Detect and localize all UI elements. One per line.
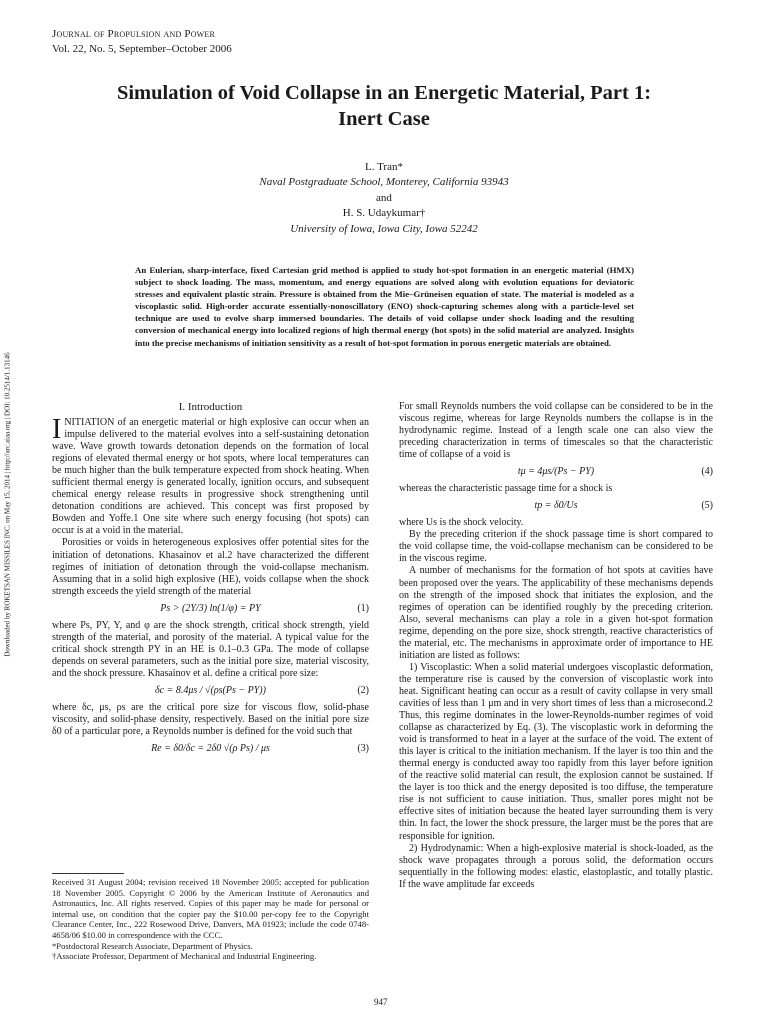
equation-4 (399, 461, 713, 483)
author-and: and (376, 191, 392, 204)
intro-paragraph-4: where δc, μs, ρs are the critical pore size for viscous flow, solid-phase viscosity, and solid-phase density, respectively. Based on the initial pore size δ0 of a particular pore, a Reynolds number is defined for the void such that (52, 701, 369, 738)
equation-4-body: tμ = 4μs/(Ps − PY) (517, 466, 595, 478)
intro-paragraph-3: where Ps, PY, Y, and φ are the shock strength, critical shock strength, yield strength of the material, and porosity of the material. A typical value for the critical shock strength PY in an HE is 0.1–0.3 GPa. The mode of collapse depends on several parameters, such as the initial pore size, material viscosity, and the shock pressure. Khasainov et al. define a critical pore size: (52, 619, 369, 679)
equation-2-body: δc = 8.4μs / √(ρs(Ps − PY)) (155, 684, 266, 696)
equation-2 (52, 680, 369, 702)
author-1: L. Tran* (365, 161, 403, 173)
intro-paragraph-1: NITIATION of an energetic material or high explosive can occur when an impulse delivered to the material evolves into a self-sustaining detonation wave. Wave growth towards detonation depends on the formation of local regions of elevated thermal energy or hot spots, where local temperatures can be much higher than the bulk temperature expected from shock heating. When sufficient thermal energy is generated locally, ignition occurs, and subsequent chemical energy release results in progressive shock strengthening until detonation conditions are achieved. This concept was first proposed by Bowden and Yoffe.1 One site where such energy focusing (hot spots) can occur is at a void in the material. (52, 417, 369, 537)
equation-4-number: (4) (701, 466, 713, 478)
author-block (40, 160, 728, 237)
section-heading: I. Introduction (178, 401, 243, 413)
drop-cap: I (52, 414, 62, 445)
body-paragraph-2: whereas the characteristic passage time for a shock is (399, 483, 613, 495)
journal-name: Journal of Propulsion and Power (52, 28, 216, 40)
paper-title (40, 80, 728, 132)
title-line-2: Inert Case (338, 108, 430, 130)
page-number: 947 (374, 997, 388, 1007)
intro-paragraph-2: Porosities or voids in heterogeneous explosives offer potential sites for the initiation of detonations. Khasainov et al.2 have characterized the different regimes of initiation of detonation through the void-collapse mechanism. Assuming that in a solid high explosive (HE), voids collapse when the shock strength exceeds the yield strength of the material (52, 537, 369, 597)
equation-1-number: (1) (357, 602, 369, 614)
journal-header (52, 27, 232, 57)
title-line-1: Simulation of Void Collapse in an Energetic Material, Part 1: (116, 82, 652, 104)
footnote-1: *Postdoctoral Research Associate, Department of Physics. (52, 940, 253, 951)
journal-volume: Vol. 22, No. 5, September–October 2006 (52, 43, 232, 55)
equation-2-number: (2) (357, 684, 369, 696)
affiliation-1: Naval Postgraduate School, Monterey, California 93943 (259, 176, 509, 189)
download-stamp: Downloaded by ROKETSAN MISSILES INC. on May 15, 2014 | http://arc.aiaa.org | DOI: 10.2514/1.13146 (3, 352, 12, 657)
equation-5-number: (5) (701, 500, 713, 512)
equation-5 (399, 495, 713, 517)
equation-1 (52, 598, 369, 620)
body-paragraph-1: For small Reynolds numbers the void collapse can be considered to be in the viscous regime, whereas for large Reynolds numbers the collapse is in the hydrodynamic regime. Instead of a length scale one can also view the preceding characterization in terms of timescales so that the characteristic time of collapse of a void is (399, 401, 713, 461)
body-paragraph-6: 1) Viscoplastic: When a solid material undergoes viscoplastic deformation, the temperature rise is caused by the conversion of viscoplastic work into heat. Significant heating can occur as a result of cavity collapse in very small cavities of less than 1 μm and in very short times of less than a microsecond.2 Thus, this regime dominates in the lower-Reynolds-number regimes of void collapse as characterized by Eq. (3). The viscoplastic work in deforming the void is transformed to heat in a layer at the surface of the void. The extent of this layer is critical to the initiation mechanism. If the layer is too thin and the thermal energy is conducted away too rapidly from this layer before ignition of the reactive solid material can result, the explosion cannot be sustained. If the layer is too thick and the energy deposited is too diffuse, the temperature rise is not sufficient to cause initiation. Thus, smaller pores might not be effective sites of initiation because the heated layer surrounding them is very thin. In fact, the lower the shock pressure, the larger must be the pores that are responsible for ignition. (399, 661, 713, 842)
equation-1-body: Ps > (2Y/3) ln(1/φ) = PY (160, 602, 261, 614)
abstract: An Eulerian, sharp-interface, fixed Cartesian grid method is applied to study hot-spot formation in an energetic material (HMX) subject to shock loading. The mass, momentum, and energy equations are solved along with evolution equations for deviatoric stresses and equivalent plastic strain. Pressure is obtained from the Mie–Grüneisen equation of state. The material is modeled as a viscoplastic solid. High-order accurate essentially-nonoscillatory (ENO) shock-capturing schemes along with a particle-level set technique are used to evolve sharp immersed boundaries. The details of void collapse under shock loading and the resulting conversion of mechanical energy into localized regions of high thermal energy (hot spots) in the solid material are analyzed. Insights into the precise mechanisms of initiation sensitivity as a result of hot-spot formation in porous energetic materials are obtained. (135, 265, 634, 348)
received-note: Received 31 August 2004; revision received 18 November 2005; accepted for publication 18 November 2005. Copyright © 2006 by the American Institute of Aeronautics and Astronautics, Inc. All rights reserved. Copies of this paper may be made for personal or internal use, on condition that the copier pay the $10.00 per-copy fee to the Copyright Clearance Center, Inc., 222 Rosewood Drive, Danvers, MA 01923; include the code 0748-4658/06 $10.00 in correspondence with the CCC. (52, 877, 369, 940)
equation-3 (52, 738, 369, 760)
footnote-2: †Associate Professor, Department of Mechanical and Industrial Engineering. (52, 951, 317, 962)
body-paragraph-7: 2) Hydrodynamic: When a high-explosive material is shock-loaded, as the shock wave propagates through a porous solid, the deformation occurs sequentially in the following modes: elastic, elastoplastic, and totally plastic. If the wave amplitude far exceeds (399, 842, 713, 890)
footnotes (52, 877, 369, 962)
column-left (52, 401, 369, 760)
equation-3-body: Re = δ0/δc = 2δ0 √(ρ Ps) / μs (151, 743, 270, 755)
footnote-rule (52, 873, 124, 874)
equation-3-number: (3) (357, 743, 369, 755)
body-paragraph-4: By the preceding criterion if the shock passage time is short compared to the void collapse time, the void-collapse mechanism can be considered to be in the viscous regime. (399, 529, 713, 565)
body-paragraph-3: where Us is the shock velocity. (399, 517, 524, 529)
author-2: H. S. Udaykumar† (342, 207, 426, 220)
equation-5-body: tp = δ0/Us (534, 500, 578, 512)
body-paragraph-5: A number of mechanisms for the formation of hot spots at cavities have been proposed over the years. The applicability of these mechanisms depends on the strength of the imposed shock that initiates the explosion, and the regimes of operation can be identified roughly by the preceding criterion. Also, several mechanisms can play a role in a given hot-spot formation regime, depending on the pore size, shock strength, reactive characteristics of the material, etc. The mechanisms in approximate order of importance to HE initiation are listed as follows: (399, 565, 713, 661)
affiliation-2: University of Iowa, Iowa City, Iowa 52242 (290, 222, 478, 235)
column-right (399, 401, 713, 891)
